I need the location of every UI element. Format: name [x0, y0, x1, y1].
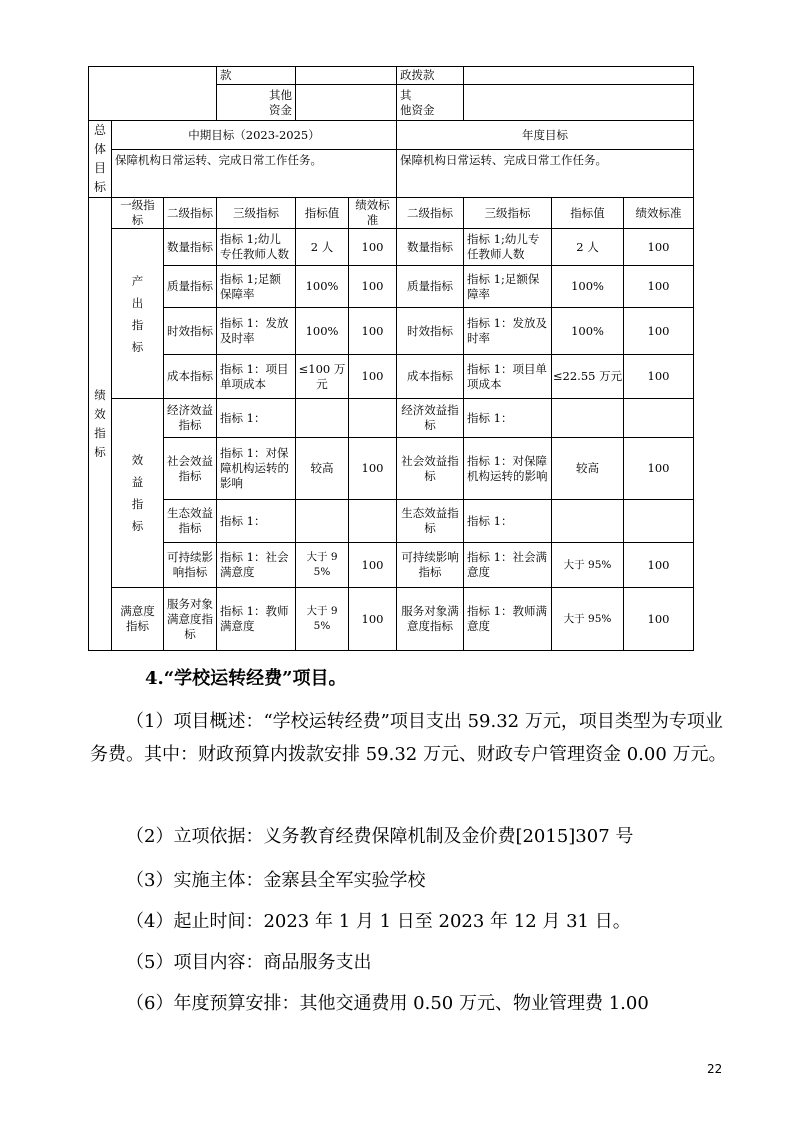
level2-cell: 经济效益指标 [164, 399, 217, 438]
level2-cell: 可持续影响指标 [164, 543, 217, 588]
performance-table [88, 66, 694, 651]
paragraph-overview: （1）项目概述：“学校运转经费”项目支出 59.32 万元，项目类型为专项业务费。其中：财政预算内拨款安排 59.32 万元、财政专户管理资金 0.00 万元。 [90, 711, 727, 765]
value-cell [296, 500, 349, 543]
level2-cell: 生态效益指标 [397, 500, 464, 543]
value-cell: ≤22.55 万元 [552, 355, 624, 399]
mid-term-text: 保障机构日常运转、完成日常工作任务。 [112, 150, 397, 198]
annual-text: 保障机构日常运转、完成日常工作任务。 [397, 150, 694, 198]
level3-cell: 指标 1：项目单项成本 [217, 355, 296, 399]
level2-cell: 社会效益指标 [397, 438, 464, 500]
col-header: 三级指标 [217, 198, 296, 229]
annual-header: 年度目标 [397, 121, 694, 150]
overall-goal-label-text: 总体目标 [93, 123, 106, 194]
level3-cell: 指标 1： [217, 500, 296, 543]
standard-cell: 100 [624, 355, 694, 399]
col-header: 指标值 [552, 198, 624, 229]
col-header: 二级指标 [164, 198, 217, 229]
section-title: 4.“学校运转经费”项目。 [145, 668, 347, 689]
col-header: 三级指标 [464, 198, 552, 229]
level3-cell: 指标 1：发放及时率 [464, 308, 552, 355]
value-cell: 100% [552, 266, 624, 308]
standard-cell: 100 [349, 229, 397, 266]
level3-cell: 指标 1：对保障机构运转的影响 [217, 438, 296, 500]
value-cell: ≤100 万元 [296, 355, 349, 399]
fund-label-text: 其 他资金 [400, 87, 435, 117]
level2-cell: 可持续影响指标 [397, 543, 464, 588]
col-header: 一级指标 [112, 198, 164, 229]
level1-output [112, 229, 164, 399]
page-number: 22 [707, 1062, 723, 1076]
fund-value-cell [296, 67, 397, 85]
level2-cell: 数量指标 [164, 229, 217, 266]
level2-cell: 社会效益指标 [164, 438, 217, 500]
value-cell: 较高 [552, 438, 624, 500]
value-cell: 100% [552, 308, 624, 355]
standard-cell: 100 [624, 266, 694, 308]
level2-cell: 服务对象满意度指标 [164, 588, 217, 651]
fund-label-cell [397, 85, 464, 121]
level3-cell: 指标 1： [217, 399, 296, 438]
value-cell [296, 399, 349, 438]
level2-cell: 数量指标 [397, 229, 464, 266]
fund-label-cell: 款 [217, 67, 296, 85]
level3-cell: 指标 1;足额保障率 [217, 266, 296, 308]
value-cell: 100% [296, 266, 349, 308]
level2-cell: 质量指标 [164, 266, 217, 308]
standard-cell: 100 [624, 588, 694, 651]
level1-benefit [112, 399, 164, 588]
fund-label-text: 其他 资金 [269, 87, 293, 117]
level3-cell: 指标 1：教师满意度 [464, 588, 552, 651]
fund-value-cell [296, 85, 397, 121]
col-header: 二级指标 [397, 198, 464, 229]
standard-cell [349, 500, 397, 543]
fund-value-cell [464, 85, 694, 121]
perf-indicator-label-text: 绩效指标 [94, 388, 106, 459]
level3-cell: 指标 1：项目单项成本 [464, 355, 552, 399]
value-cell: 2 人 [296, 229, 349, 266]
level3-cell: 指标 1：社会满意度 [464, 543, 552, 588]
fund-label-cell [217, 85, 296, 121]
standard-cell: 100 [624, 229, 694, 266]
level3-cell: 指标 1： [464, 500, 552, 543]
level1-text: 产出指标 [131, 273, 144, 354]
standard-cell: 100 [349, 543, 397, 588]
col-header: 指标值 [296, 198, 349, 229]
level2-cell: 成本指标 [397, 355, 464, 399]
level1-satisfaction: 满意度指标 [112, 588, 164, 651]
level3-cell: 指标 1：社会满意度 [217, 543, 296, 588]
perf-indicator-label [89, 198, 112, 651]
paragraph-basis: （2）立项依据：义务教育经费保障机制及金价费[2015]307 号 [126, 826, 634, 847]
level2-cell: 时效指标 [164, 308, 217, 355]
standard-cell: 100 [624, 543, 694, 588]
standard-cell: 100 [349, 308, 397, 355]
standard-cell: 100 [349, 588, 397, 651]
value-cell: 大于 95% [552, 588, 624, 651]
paragraph-content: （5）项目内容：商品服务支出 [126, 952, 372, 973]
value-cell [552, 500, 624, 543]
value-cell [552, 399, 624, 438]
standard-cell: 100 [624, 438, 694, 500]
level2-cell: 质量指标 [397, 266, 464, 308]
value-cell: 大于 95% [296, 588, 349, 651]
level2-cell: 成本指标 [164, 355, 217, 399]
standard-cell: 100 [349, 266, 397, 308]
standard-cell: 100 [624, 308, 694, 355]
level3-cell: 指标 1;幼儿专任教师人数 [217, 229, 296, 266]
level3-cell: 指标 1： [464, 399, 552, 438]
value-cell: 较高 [296, 438, 349, 500]
value-cell: 大于 95% [296, 543, 349, 588]
col-header: 绩效标准 [624, 198, 694, 229]
level2-cell: 生态效益指标 [164, 500, 217, 543]
value-cell: 大于 95% [552, 543, 624, 588]
level2-cell: 服务对象满意度指标 [397, 588, 464, 651]
standard-cell [349, 399, 397, 438]
level3-cell: 指标 1：教师满意度 [217, 588, 296, 651]
value-cell: 2 人 [552, 229, 624, 266]
level2-cell: 经济效益指标 [397, 399, 464, 438]
standard-cell: 100 [349, 438, 397, 500]
level2-cell: 时效指标 [397, 308, 464, 355]
mid-term-header: 中期目标（2023-2025） [112, 121, 397, 150]
paragraph-subject: （3）实施主体：金寨县全军实验学校 [126, 870, 426, 891]
fund-value-cell [464, 67, 694, 85]
paragraph-budget: （6）年度预算安排：其他交通费用 0.50 万元、物业管理费 1.00 [126, 993, 649, 1014]
paragraph-period: （4）起止时间：2023 年 1 月 1 日至 2023 年 12 月 31 日。 [126, 911, 631, 932]
standard-cell: 100 [349, 355, 397, 399]
standard-cell [624, 500, 694, 543]
standard-cell [624, 399, 694, 438]
value-cell: 100% [296, 308, 349, 355]
level3-cell: 指标 1：发放及时率 [217, 308, 296, 355]
level1-text: 效益指标 [131, 453, 144, 533]
level3-cell: 指标 1;足额保障率 [464, 266, 552, 308]
overall-goal-label [89, 121, 112, 198]
fund-label-cell: 政拨款 [397, 67, 464, 85]
col-header: 绩效标准 [349, 198, 397, 229]
level3-cell: 指标 1;幼儿专任教师人数 [464, 229, 552, 266]
level3-cell: 指标 1：对保障机构运转的影响 [464, 438, 552, 500]
fund-blank-cell [89, 67, 217, 121]
